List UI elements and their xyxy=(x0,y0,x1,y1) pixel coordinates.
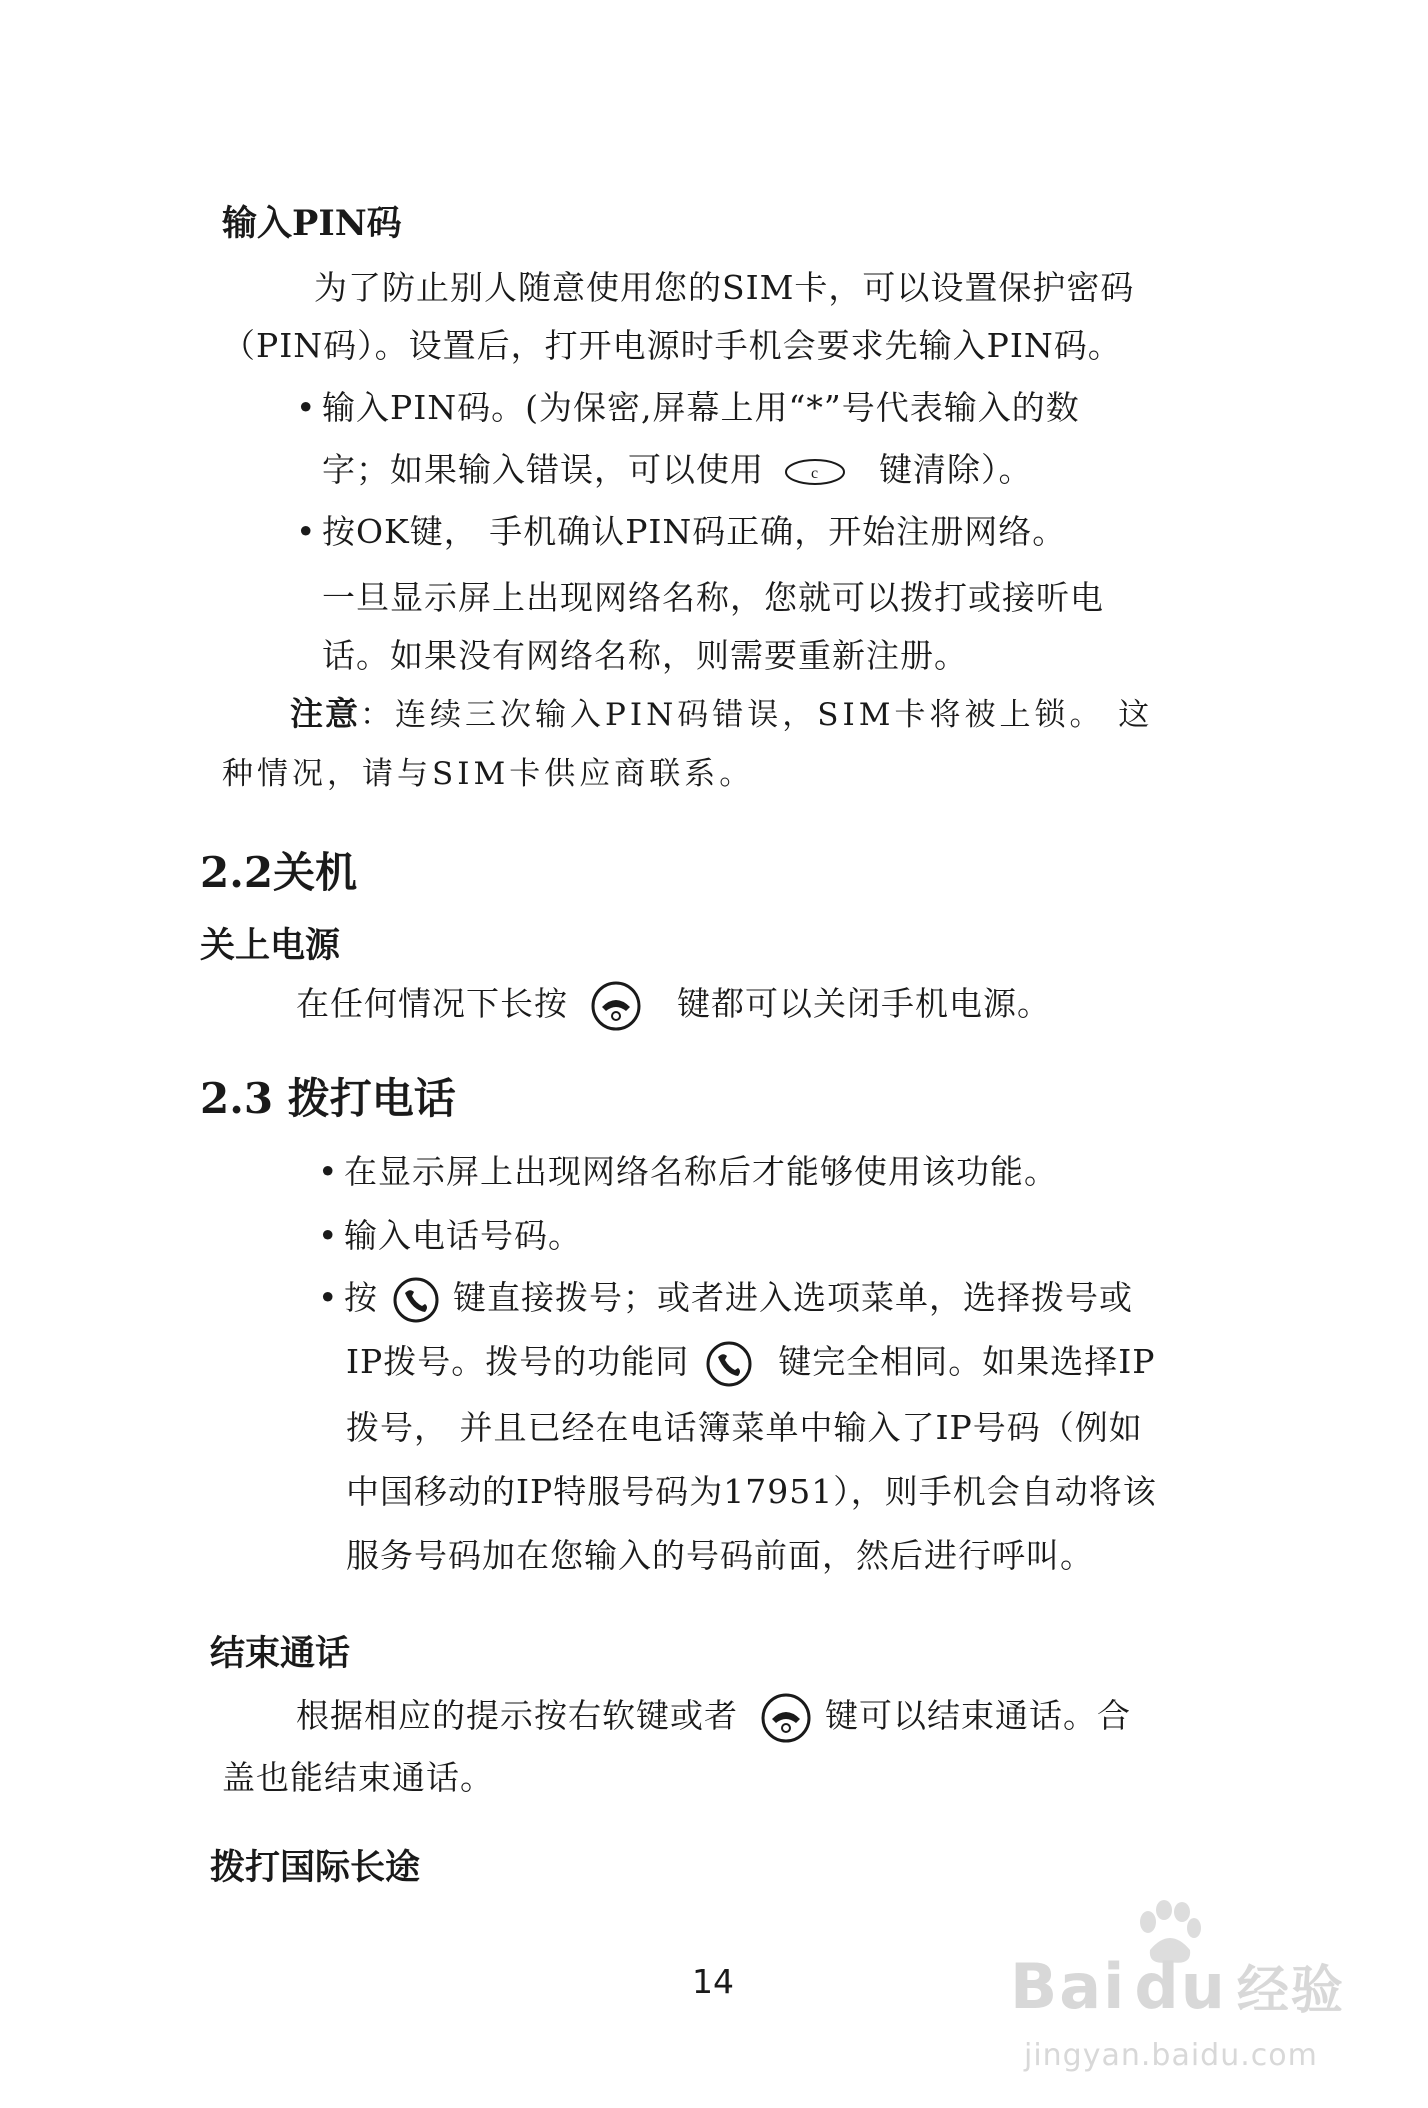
section-power-off-title: 2.2关机 xyxy=(200,848,358,897)
end-call-text-line1 xyxy=(296,1690,1131,1744)
note-label: 注意 xyxy=(290,694,360,733)
bullet-dot: • xyxy=(318,1152,339,1191)
intl-call-heading: 拨打国际长途 xyxy=(210,1847,421,1888)
clear-key-icon xyxy=(784,457,846,487)
dial-bullet3-text1a: 按 xyxy=(344,1278,378,1317)
end-call-text-b: 键可以结束通话。合 xyxy=(825,1696,1131,1735)
bullet-dot: • xyxy=(296,388,317,427)
end-call-key-icon xyxy=(760,1692,812,1744)
pin-bullet1-text: 输入PIN码。(为保密,屏幕上用“*”号代表输入的数 xyxy=(322,388,1080,427)
bullet-dot: • xyxy=(318,1216,339,1255)
pin-bullet2-text: 按OK键， 手机确认PIN码正确，开始注册网络。 xyxy=(322,512,1067,551)
power-off-subheading: 关上电源 xyxy=(200,925,341,966)
watermark-product: 经验 xyxy=(1236,1961,1345,2021)
end-call-heading: 结束通话 xyxy=(210,1633,351,1674)
pin-para-line1: 为了防止别人随意使用您的SIM卡，可以设置保护密码 xyxy=(314,268,1135,307)
dial-bullet3-line5: 服务号码加在您输入的号码前面，然后进行呼叫。 xyxy=(346,1536,1094,1575)
watermark-url: jingyan.baidu.com xyxy=(1024,2038,1318,2073)
note-text: ：连续三次输入PIN码错误，SIM卡将被上锁。 这 xyxy=(360,697,1154,733)
bullet-dot: • xyxy=(296,512,317,551)
watermark-brand-bai: Bai xyxy=(1010,1950,1127,2023)
call-key-icon xyxy=(392,1276,440,1324)
baidu-watermark xyxy=(1010,1900,1420,2100)
pin-bullet2-line3: 话。如果没有网络名称，则需要重新注册。 xyxy=(322,636,968,675)
dial-bullet3-text2a: IP拨号。拨号的功能同 xyxy=(346,1342,690,1381)
power-off-text-b: 键都可以关闭手机电源。 xyxy=(677,984,1051,1023)
pin-para-line2: （PIN码）。设置后，打开电源时手机会要求先输入PIN码。 xyxy=(222,326,1122,365)
bullet-dot: • xyxy=(318,1278,339,1317)
pin-note-line2: 种情况，请与SIM卡供应商联系。 xyxy=(222,756,755,792)
dial-bullet1 xyxy=(318,1146,1058,1193)
pin-bullet2-line1 xyxy=(296,506,1066,553)
end-call-key-icon xyxy=(590,980,642,1032)
pin-bullet1-line2 xyxy=(322,444,1033,491)
page-number: 14 xyxy=(692,1962,734,2001)
dial-bullet3-text1b: 键直接拨号；或者进入选项菜单，选择拨号或 xyxy=(453,1278,1133,1317)
pin-bullet1-text2b: 键清除）。 xyxy=(879,450,1033,489)
dial-bullet1-text: 在显示屏上出现网络名称后才能够使用该功能。 xyxy=(344,1152,1058,1191)
dial-bullet3-line1 xyxy=(318,1272,1133,1324)
end-call-text-line2: 盖也能结束通话。 xyxy=(222,1758,494,1797)
section-dial-title: 2.3 拨打电话 xyxy=(200,1074,456,1123)
dial-bullet3-text2b: 键完全相同。如果选择IP xyxy=(778,1342,1156,1381)
pin-note-line1 xyxy=(290,688,1153,735)
watermark-brand xyxy=(1010,1948,1345,2023)
dial-bullet3-line3: 拨号， 并且已经在电话簿菜单中输入了IP号码（例如 xyxy=(346,1408,1143,1447)
end-call-text-a: 根据相应的提示按右软键或者 xyxy=(296,1696,738,1735)
pin-heading: 输入PIN码 xyxy=(222,203,402,244)
dial-bullet2-text: 输入电话号码。 xyxy=(344,1216,582,1255)
call-key-icon xyxy=(705,1340,753,1388)
dial-bullet3-line2 xyxy=(346,1336,1156,1388)
watermark-brand-du: du xyxy=(1134,1950,1227,2023)
power-off-text xyxy=(296,978,1051,1032)
dial-bullet3-line4: 中国移动的IP特服号码为17951），则手机会自动将该 xyxy=(346,1472,1157,1511)
pin-bullet1-line1 xyxy=(296,382,1080,429)
power-off-text-a: 在任何情况下长按 xyxy=(296,984,568,1023)
dial-bullet2 xyxy=(318,1210,582,1257)
pin-bullet1-text2a: 字；如果输入错误，可以使用 xyxy=(322,450,764,489)
svg-text:c: c xyxy=(810,465,819,482)
pin-bullet2-line2: 一旦显示屏上出现网络名称，您就可以拨打或接听电 xyxy=(322,578,1104,617)
